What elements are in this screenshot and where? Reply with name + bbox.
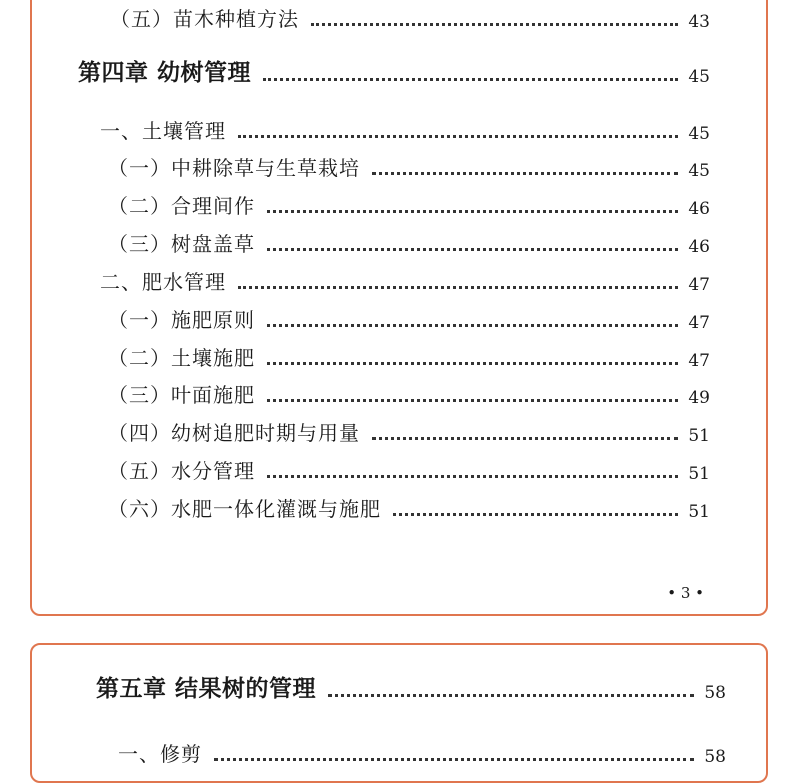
toc-chapter [78, 59, 710, 87]
toc-entry-page: 51 [688, 502, 710, 522]
toc-chapter-label: 第四章 幼树管理 [78, 60, 252, 86]
toc-entry-label: （二）土壤施肥 [108, 346, 255, 370]
toc-section [100, 267, 710, 295]
toc-entry-page: 45 [688, 67, 710, 87]
toc-entry-page: 47 [688, 275, 710, 295]
toc-entry-label: （一）施肥原则 [108, 308, 255, 332]
toc-entry [108, 305, 710, 333]
toc-entry-page: 43 [688, 12, 710, 32]
toc-entry [108, 380, 710, 408]
toc-entry [108, 456, 710, 484]
toc-entry-label: （三）叶面施肥 [108, 383, 255, 407]
toc-entry-label: （六）水肥一体化灌溉与施肥 [108, 497, 381, 521]
toc-section [100, 116, 710, 144]
toc-entry [108, 191, 710, 219]
dot-leader [267, 324, 678, 327]
toc-entry-page: 51 [688, 464, 710, 484]
toc-entry-page: 47 [688, 351, 710, 371]
toc-entry-page: 45 [688, 124, 710, 144]
dot-leader [311, 23, 678, 26]
dot-leader [372, 172, 678, 175]
toc-entry-page: 45 [688, 161, 710, 181]
dot-leader [393, 513, 678, 516]
toc-entry [108, 343, 710, 371]
toc-entry [110, 4, 710, 32]
dot-leader [267, 248, 678, 251]
toc-page-card-next [30, 643, 768, 783]
toc-entry-label: （四）幼树追肥时期与用量 [108, 421, 360, 445]
toc-entry-page: 46 [688, 199, 710, 219]
dot-leader [267, 210, 678, 213]
dot-leader [238, 135, 678, 138]
toc-entry [108, 153, 710, 181]
toc-chapter [96, 675, 726, 703]
toc-entry-label: （五）苗木种植方法 [110, 7, 299, 31]
toc-section-label: 一、土壤管理 [100, 119, 226, 143]
dot-leader [263, 78, 678, 81]
dot-leader [267, 399, 678, 402]
dot-leader [267, 475, 678, 478]
toc-section-label: 一、修剪 [118, 742, 202, 766]
toc-entry-page: 58 [704, 683, 726, 703]
dot-leader [328, 694, 694, 697]
dot-leader [214, 758, 694, 761]
toc-entry-label: （五）水分管理 [108, 459, 255, 483]
dot-leader [372, 437, 678, 440]
toc-entry-label: （一）中耕除草与生草栽培 [108, 156, 360, 180]
toc-entry [108, 229, 710, 257]
toc-entry [108, 418, 710, 446]
toc-entry-page: 49 [688, 388, 710, 408]
toc-entry-page: 58 [704, 747, 726, 767]
toc-entry [108, 494, 710, 522]
toc-entry-label: （二）合理间作 [108, 194, 255, 218]
dot-leader [238, 286, 678, 289]
toc-entry-label: （三）树盘盖草 [108, 232, 255, 256]
toc-page-card [30, 0, 768, 616]
toc-section-label: 二、肥水管理 [100, 270, 226, 294]
page-number: • 3 • [667, 584, 704, 602]
toc-section [118, 739, 726, 767]
toc-chapter-label: 第五章 结果树的管理 [96, 676, 317, 702]
toc-entry-page: 47 [688, 313, 710, 333]
toc-entry-page: 51 [688, 426, 710, 446]
toc-entry-page: 46 [688, 237, 710, 257]
dot-leader [267, 362, 678, 365]
